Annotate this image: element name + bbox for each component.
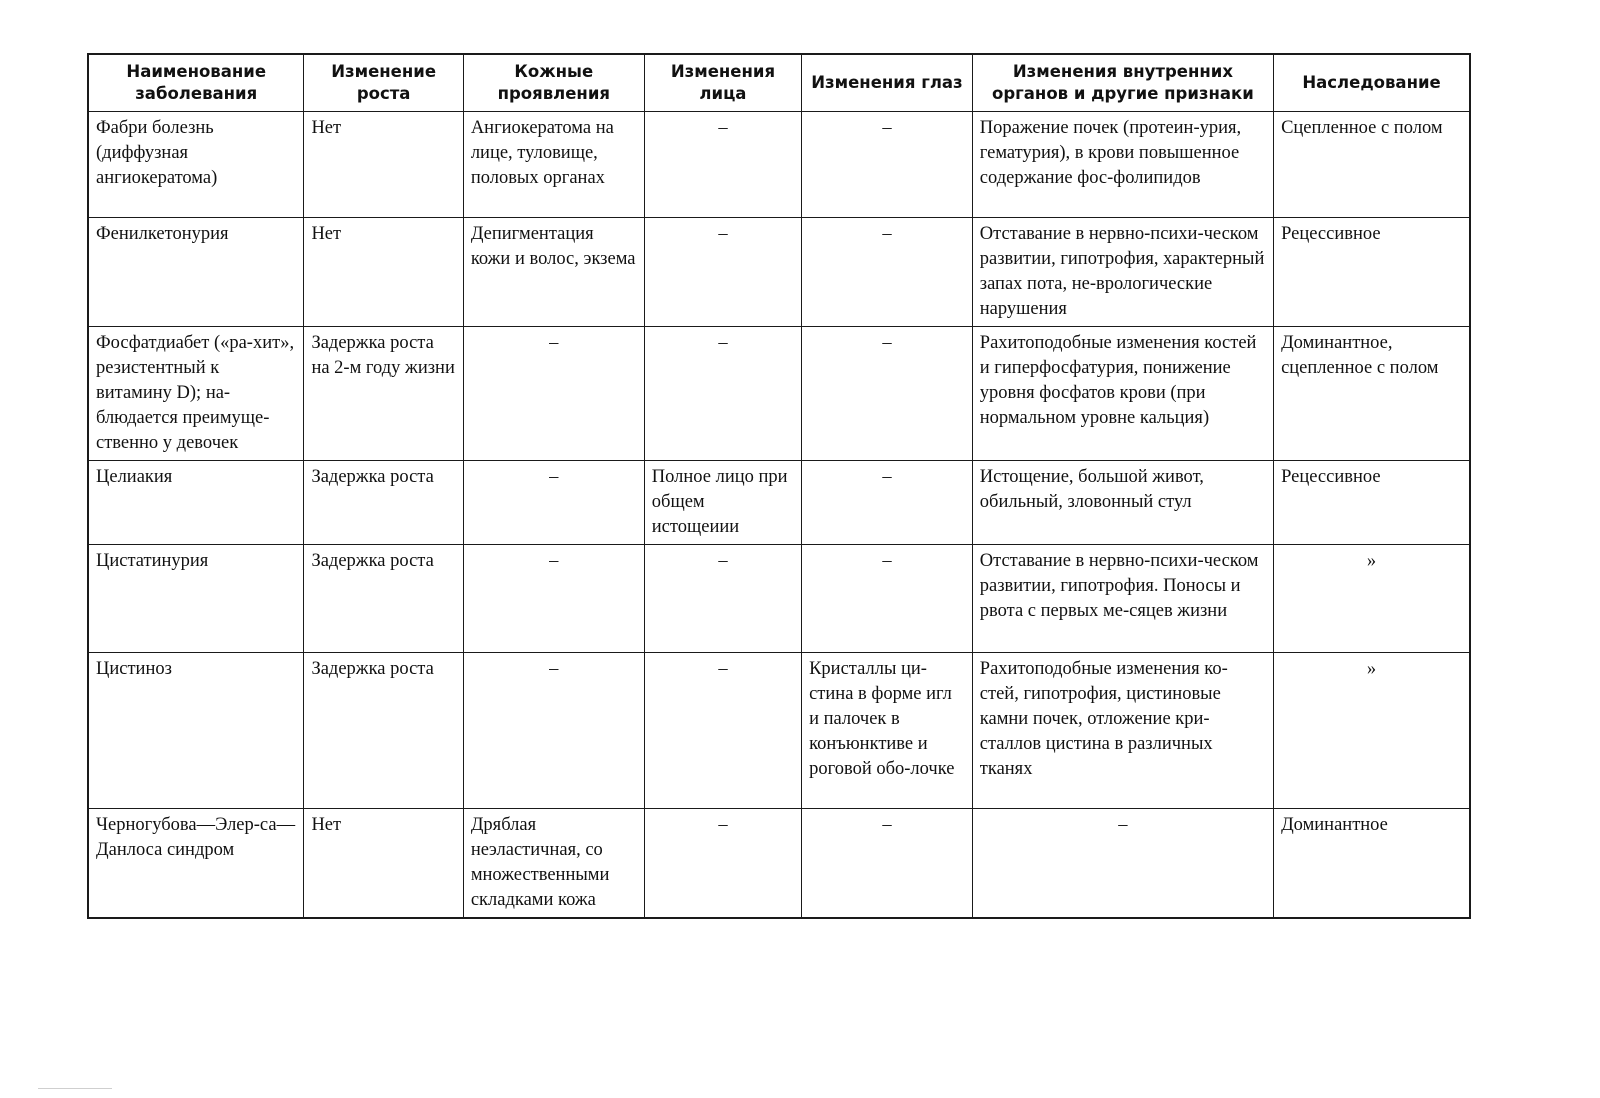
table-row [88,327,1470,461]
cell-disease-name: Черногубова—Элер-са—Данлоса синдром [88,809,304,919]
cell-eye-change: – [802,545,973,653]
cell-inheritance: » [1274,653,1470,809]
cell-disease-name: Целиакия [88,461,304,545]
cell-growth-change: Нет [304,218,463,327]
cell-skin-signs: Ангиокератома на лице, туловище, половых органах [463,112,644,218]
disease-table [87,53,1471,919]
cell-skin-signs: – [463,461,644,545]
cell-face-change: Полное лицо при общем истощеиии [644,461,801,545]
header-growth-change: Изменение роста [304,54,463,112]
cell-disease-name: Фенилкетонурия [88,218,304,327]
scan-artifact-line [38,1088,112,1089]
table-row [88,653,1470,809]
cell-disease-name: Фосфатдиабет («ра-хит», резистентный к витамину D); на-блюдается преимуще-ственно у девочек [88,327,304,461]
table-row [88,809,1470,919]
table-body [88,112,1470,919]
cell-growth-change: Нет [304,809,463,919]
table-row [88,218,1470,327]
cell-face-change: – [644,112,801,218]
header-row [88,54,1470,112]
cell-inheritance: » [1274,545,1470,653]
cell-internal-organs: Рахитоподобные изменения костей и гиперфосфатурия, понижение уровня фосфатов крови (при нормальном уровне кальция) [972,327,1273,461]
cell-internal-organs: Рахитоподобные изменения ко-стей, гипотрофия, цистиновые камни почек, отложение кри-сталлов цистина в различных тканях [972,653,1273,809]
cell-internal-organs: Отставание в нервно-психи-ческом развитии, гипотрофия. Поносы и рвота с первых ме-сяцев жизни [972,545,1273,653]
cell-internal-organs: – [972,809,1273,919]
cell-eye-change: – [802,218,973,327]
table-row [88,112,1470,218]
cell-eye-change: – [802,809,973,919]
cell-growth-change: Нет [304,112,463,218]
cell-face-change: – [644,327,801,461]
header-eye-change: Изменения глаз [802,54,973,112]
cell-skin-signs: – [463,653,644,809]
cell-face-change: – [644,809,801,919]
header-internal-organs: Изменения внутренних органов и другие признаки [972,54,1273,112]
cell-eye-change: – [802,327,973,461]
cell-internal-organs: Истощение, большой живот, обильный, зловонный стул [972,461,1273,545]
cell-face-change: – [644,545,801,653]
table-row [88,461,1470,545]
cell-disease-name: Цистатинурия [88,545,304,653]
cell-face-change: – [644,218,801,327]
table-row [88,545,1470,653]
cell-growth-change: Задержка роста [304,545,463,653]
header-disease-name: Наименование заболевания [88,54,304,112]
cell-inheritance: Рецессивное [1274,218,1470,327]
cell-eye-change: – [802,112,973,218]
cell-growth-change: Задержка роста [304,653,463,809]
cell-skin-signs: – [463,327,644,461]
cell-disease-name: Фабри болезнь (диффузная ангиокератома) [88,112,304,218]
cell-eye-change: Кристаллы ци-стина в форме игл и палочек в конъюнктиве и роговой обо-лочке [802,653,973,809]
header-skin-signs: Кожные проявления [463,54,644,112]
cell-skin-signs: Депигментация кожи и волос, экзема [463,218,644,327]
header-inheritance: Наследование [1274,54,1470,112]
cell-inheritance: Рецессивное [1274,461,1470,545]
cell-inheritance: Доминантное, сцепленное с полом [1274,327,1470,461]
cell-internal-organs: Поражение почек (протеин-урия, гематурия), в крови повышенное содержание фос-фолипидов [972,112,1273,218]
cell-inheritance: Доминантное [1274,809,1470,919]
cell-disease-name: Цистиноз [88,653,304,809]
cell-growth-change: Задержка роста на 2-м году жизни [304,327,463,461]
cell-face-change: – [644,653,801,809]
cell-inheritance: Сцепленное с полом [1274,112,1470,218]
cell-growth-change: Задержка роста [304,461,463,545]
cell-skin-signs: – [463,545,644,653]
header-face-change: Изменения лица [644,54,801,112]
cell-eye-change: – [802,461,973,545]
cell-skin-signs: Дряблая неэластичная, со множественными складками кожа [463,809,644,919]
table-header [88,54,1470,112]
cell-internal-organs: Отставание в нервно-психи-ческом развитии, гипотрофия, характерный запах пота, не-врологические нарушения [972,218,1273,327]
